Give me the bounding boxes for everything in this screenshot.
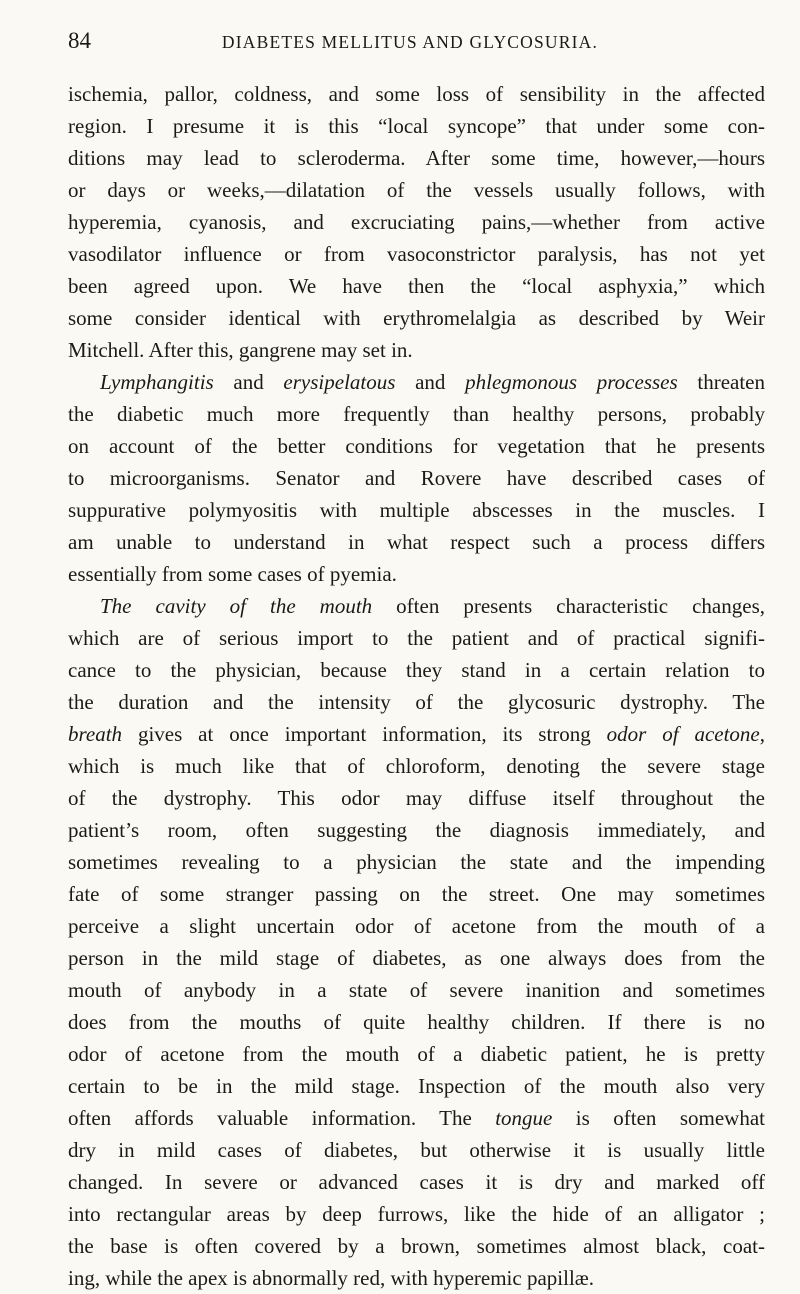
- text-line: perceive a slight uncertain odor of acetone from the mouth of a: [68, 914, 765, 938]
- italic-term: The cavity of the mouth: [100, 594, 373, 618]
- text-run: often affords valuable information. The: [68, 1106, 496, 1130]
- italic-term: erysipelatous: [283, 370, 396, 394]
- text-line: ischemia, pallor, coldness, and some loss of sensibility in the affected: [68, 82, 765, 106]
- text-line: changed. In severe or advanced cases it is dry and marked off: [68, 1170, 765, 1194]
- text-line: does from the mouths of quite healthy children. If there is no: [68, 1010, 765, 1034]
- text-run: and: [395, 370, 466, 394]
- text-line: dry in mild cases of diabetes, but otherwise it is usually little: [68, 1138, 765, 1162]
- text-line: ing, while the apex is abnormally red, with hyperemic papillæ.: [68, 1266, 595, 1290]
- text-line: to microorganisms. Senator and Rovere have described cases of: [68, 466, 765, 490]
- text-line: patient’s room, often suggesting the diagnosis immediately, and: [68, 818, 765, 842]
- text-line: essentially from some cases of pyemia.: [68, 562, 397, 586]
- text-line: fate of some stranger passing on the street. One may sometimes: [68, 882, 765, 906]
- text-line: person in the mild stage of diabetes, as one always does from the: [68, 946, 765, 970]
- page-header: [68, 28, 740, 60]
- text-line: some consider identical with erythromelalgia as described by Weir: [68, 306, 765, 330]
- text-run: ,: [759, 722, 765, 746]
- text-line: [68, 1102, 765, 1134]
- text-line: Mitchell. After this, gangrene may set in.: [68, 338, 413, 362]
- text-line: into rectangular areas by deep furrows, like the hide of an alligator ;: [68, 1202, 765, 1226]
- text-line: on account of the better conditions for vegetation that he presents: [68, 434, 765, 458]
- running-title: DIABETES MELLITUS AND GLYCOSURIA.: [221, 32, 599, 52]
- italic-term: breath: [68, 722, 123, 746]
- text-line: suppurative polymyositis with multiple abscesses in the muscles. I: [68, 498, 765, 522]
- text-run: often presents characteristic changes,: [372, 594, 765, 618]
- italic-term: tongue: [495, 1106, 553, 1130]
- italic-term: odor of acetone: [606, 722, 760, 746]
- text-line: been agreed upon. We have then the “local asphyxia,” which: [68, 274, 765, 298]
- text-line: which are of serious import to the patient and of practical signifi-: [68, 626, 765, 650]
- text-line: [68, 718, 765, 750]
- text-line: am unable to understand in what respect such a process differs: [68, 530, 765, 554]
- italic-term: phlegmonous processes: [465, 370, 678, 394]
- text-line: certain to be in the mild stage. Inspection of the mouth also very: [68, 1074, 765, 1098]
- text-run: gives at once important information, its strong: [122, 722, 607, 746]
- text-line: which is much like that of chloroform, denoting the severe stage: [68, 754, 765, 778]
- text-line: hyperemia, cyanosis, and excruciating pains,—whether from active: [68, 210, 765, 234]
- text-line: [68, 366, 765, 398]
- text-line: region. I presume it is this “local syncope” that under some con-: [68, 114, 765, 138]
- text-line: sometimes revealing to a physician the state and the impending: [68, 850, 765, 874]
- text-run: threaten: [677, 370, 765, 394]
- text-line: ditions may lead to scleroderma. After some time, however,—hours: [68, 146, 765, 170]
- italic-term: Lymphangitis: [100, 370, 214, 394]
- text-line: cance to the physician, because they stand in a certain relation to: [68, 658, 765, 682]
- page-number: 84: [68, 28, 91, 53]
- text-line: the diabetic much more frequently than healthy persons, probably: [68, 402, 765, 426]
- text-run: and: [213, 370, 284, 394]
- text-line: of the dystrophy. This odor may diffuse itself throughout the: [68, 786, 765, 810]
- text-line: odor of acetone from the mouth of a diabetic patient, he is pretty: [68, 1042, 765, 1066]
- text-line: vasodilator influence or from vasoconstrictor paralysis, has not yet: [68, 242, 765, 266]
- text-line: mouth of anybody in a state of severe inanition and sometimes: [68, 978, 765, 1002]
- text-line: the duration and the intensity of the glycosuric dystrophy. The: [68, 690, 765, 714]
- text-run: is often somewhat: [552, 1106, 765, 1130]
- body-text: [68, 78, 765, 1294]
- text-line: [68, 590, 765, 622]
- text-line: or days or weeks,—dilatation of the vessels usually follows, with: [68, 178, 765, 202]
- text-line: the base is often covered by a brown, sometimes almost black, coat-: [68, 1234, 765, 1258]
